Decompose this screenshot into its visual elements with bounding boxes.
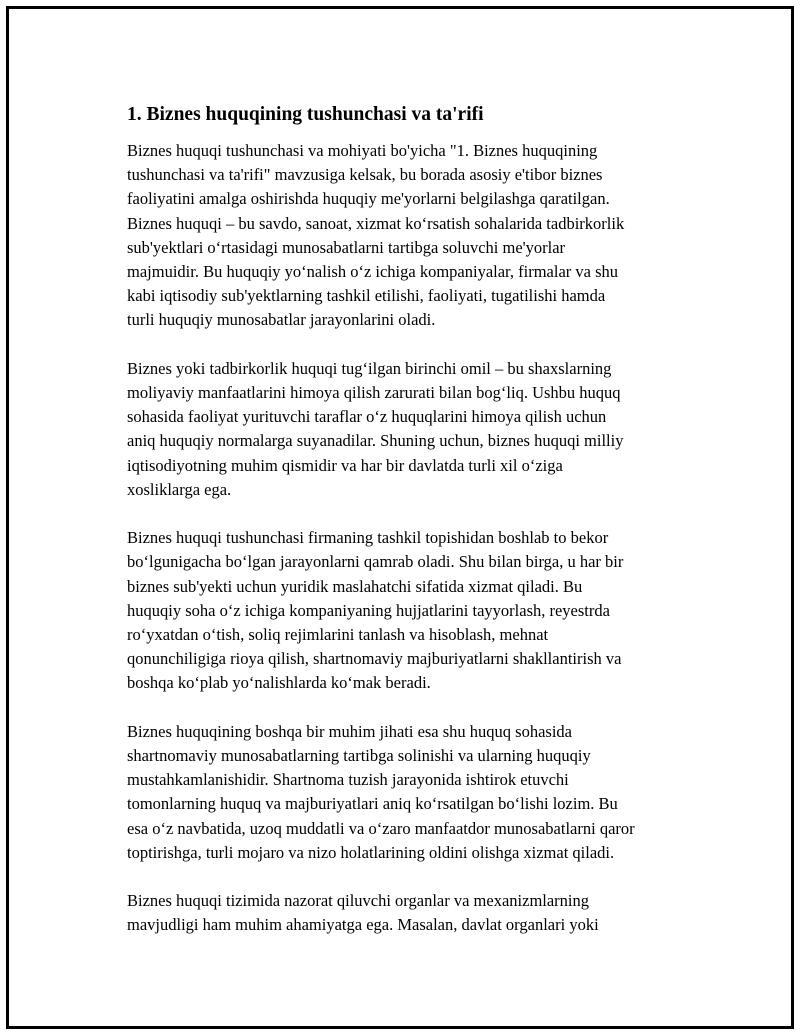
text-line: qonunchiligiga rioya qilish, shartnomaviy majburiyatlarni shakllantirish va <box>127 649 622 669</box>
text-line: Biznes huquqi tushunchasi firmaning tashkil topishidan boshlab to bekor <box>127 528 609 548</box>
text-line: faoliyatini amalga oshirishda huquqiy me'yorlarni belgilashga qaratilgan. <box>127 189 610 209</box>
paragraph-5 <box>127 889 687 937</box>
text-line: esa o‘z navbatida, uzoq muddatli va o‘zaro manfaatdor munosabatlarni qaror <box>127 818 635 838</box>
text-line: aniq huquqiy normalarga suyanadilar. Shuning uchun, biznes huquqi milliy <box>127 431 624 451</box>
text-line: mustahkamlanishidir. Shartnoma tuzish jarayonida ishtirok etuvchi <box>127 770 569 790</box>
text-line: bo‘lgunigacha bo‘lgan jarayonlarni qamrab oladi. Shu bilan birga, u har bir <box>127 552 624 572</box>
text-line: xosliklarga ega. <box>127 479 232 499</box>
text-line: Biznes huquqi tushunchasi va mohiyati bo'yicha "1. Biznes huquqining <box>127 141 598 160</box>
text-line: Biznes huquqi tizimida nazorat qiluvchi organlar va mexanizmlarning <box>127 891 590 911</box>
page-frame <box>6 6 794 1029</box>
text-line: tushunchasi va ta'rifi" mavzusiga kelsak, bu borada asosiy e'tibor biznes <box>127 165 603 185</box>
section-heading: 1. Biznes huquqining tushunchasi va ta'rifi <box>127 104 484 125</box>
text-line: moliyaviy manfaatlarini himoya qilish zarurati bilan bog‘liq. Ushbu huquq <box>127 383 621 403</box>
text-line: mavjudligi ham muhim ahamiyatga ega. Masalan, davlat organlari yoki <box>127 915 599 935</box>
text-line: Biznes huquqining boshqa bir muhim jihati esa shu huquq sohasida <box>127 721 573 741</box>
paragraph-1 <box>127 139 687 333</box>
text-line: huquqiy soha o‘z ichiga kompaniyaning hujjatlarini tayyorlash, reyestrda <box>127 600 610 620</box>
text-line: kabi iqtisodiy sub'yektlarning tashkil etilishi, faoliyati, tugatilishi hamda <box>127 286 606 306</box>
text-line: toptirishga, turli mojaro va nizo holatlarining oldini olishga xizmat qiladi. <box>127 842 615 862</box>
paragraph-3 <box>127 526 687 695</box>
text-line: boshqa ko‘plab yo‘nalishlarda ko‘mak beradi. <box>127 673 431 693</box>
text-line: sohasida faoliyat yurituvchi taraflar o‘z huquqlarini himoya qilish uchun <box>127 407 607 427</box>
text-line: biznes sub'yekti uchun yuridik maslahatchi sifatida xizmat qiladi. Bu <box>127 576 583 596</box>
text-line: ro‘yxatdan o‘tish, soliq rejimlarini tanlash va hisoblash, mehnat <box>127 625 549 645</box>
text-line: sub'yektlari o‘rtasidagi munosabatlarni tartibga soluvchi me'yorlar <box>127 237 566 257</box>
text-line: majmuidir. Bu huquqiy yo‘nalish o‘z ichiga kompaniyalar, firmalar va shu <box>127 262 619 282</box>
text-line: Biznes huquqi – bu savdo, sanoat, xizmat ko‘rsatish sohalarida tadbirkorlik <box>127 213 625 233</box>
paragraph-4 <box>127 720 687 865</box>
text-line: shartnomaviy munosabatlarning tartibga solinishi va ularning huquqiy <box>127 746 591 766</box>
text-line: tomonlarning huquq va majburiyatlari aniq ko‘rsatilgan bo‘lishi lozim. Bu <box>127 794 618 814</box>
document-body <box>127 102 687 962</box>
text-line: iqtisodiyotning muhim qismidir va har bir davlatda turli xil o‘ziga <box>127 455 563 475</box>
text-line: Biznes yoki tadbirkorlik huquqi tug‘ilgan birinchi omil – bu shaxslarning <box>127 358 612 378</box>
text-line: turli huquqiy munosabatlar jarayonlarini oladi. <box>127 310 436 330</box>
paragraph-2 <box>127 357 687 502</box>
